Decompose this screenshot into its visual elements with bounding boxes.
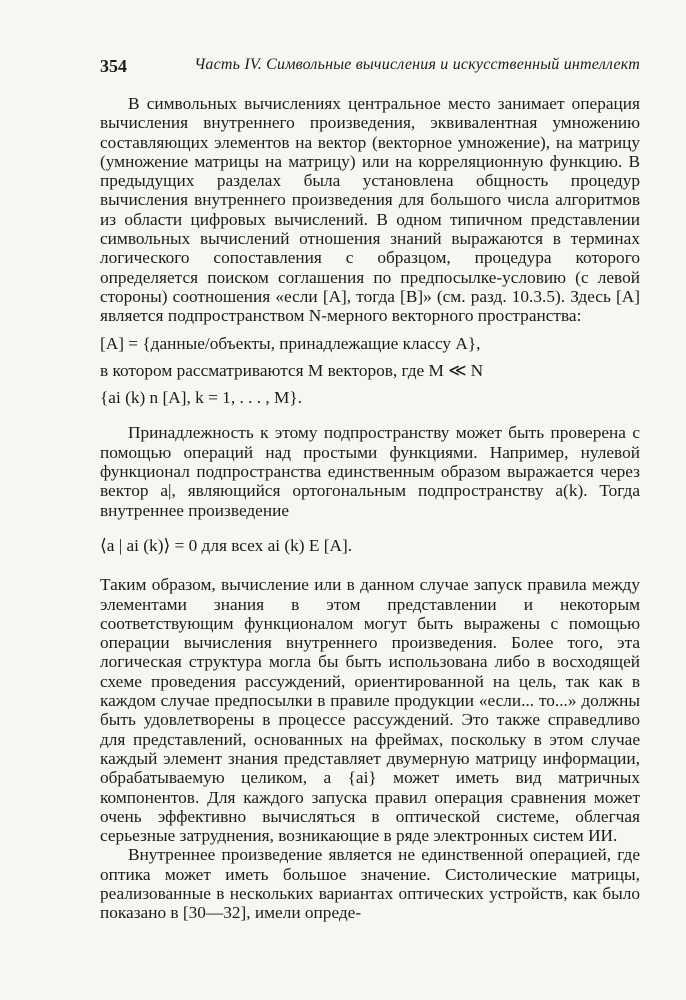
formula-subspace-definition: [A] = {данные/объекты, принадлежащие классу A},	[100, 333, 481, 353]
paragraph-1: В символьных вычислениях центральное место занимает операция вычисления внутреннего произведения, эквивалентная умножению составляющих элементов на вектор (векторное умножение), на матрицу (умножение матрицы на матрицу) или на корреляционную функцию. В предыдущих разделах была установлена общность процедур вычисления внутреннего произведения для большого числа алгоритмов из области цифровых вычислений. В одном типичном представлении символьных вычислений отношения знаний выражаются в терминах логического сопоставления с образцом, процедура которого определяется поиском соглашения по предпосылке-условию (с левой стороны) соотношения «если [A], тогда [B]» (см. разд. 10.3.5). Здесь [A] является подпространством N-мерного векторного пространства:	[100, 94, 640, 326]
formula-vector-set: {ai (k) n [A], k = 1, . . . , M}.	[100, 388, 302, 408]
running-title: Часть IV. Символьные вычисления и искусственный интеллект	[194, 56, 640, 73]
paragraph-2: Принадлежность к этому подпространству может быть проверена с помощью операций над простыми функциями. Например, нулевой функционал подпространства единственным образом выражается через вектор a|, являющийся ортогональным подпространству a(k). Тогда внутреннее произведение	[100, 423, 640, 520]
page-header	[100, 56, 640, 80]
vectors-condition-line: в котором рассматриваются M векторов, где M ≪ N	[100, 360, 484, 380]
paragraph-3: Таким образом, вычисление или в данном случае запуск правила между элементами знания в этом представлении и некоторым соответствующим функционалом могут быть выражены с помощью операции вычисления внутреннего произведения. Более того, эта логическая структура могла бы быть использована либо в восходящей схеме проведения рассуждений, ориентированной на цель, так как в каждом случае предпосылки в правиле продукции «если... то...» должны быть удовлетворены в процессе рассуждений. Это также справедливо для представлений, основанных на фреймах, поскольку в этом случае каждый элемент знания представляет двумерную матрицу информации, обрабатываемую целиком, а {ai} может иметь вид матричных компонентов. Для каждого запуска правил операция сравнения может очень эффективно вычисляться в оптической системе, облегчая серьезные затруднения, возникающие в ряде электронных систем ИИ.	[100, 575, 640, 846]
formula-inner-product: ⟨a | ai (k)⟩ = 0 для всех ai (k) E [A].	[100, 535, 353, 555]
paragraph-4: Внутреннее произведение является не единственной операцией, где оптика может иметь большое значение. Систолические матрицы, реализованные в нескольких вариантах оптических устройств, как было показано в [30—32], имели опреде-	[100, 845, 640, 923]
page-body	[100, 94, 640, 923]
page-number: 354	[100, 56, 127, 76]
